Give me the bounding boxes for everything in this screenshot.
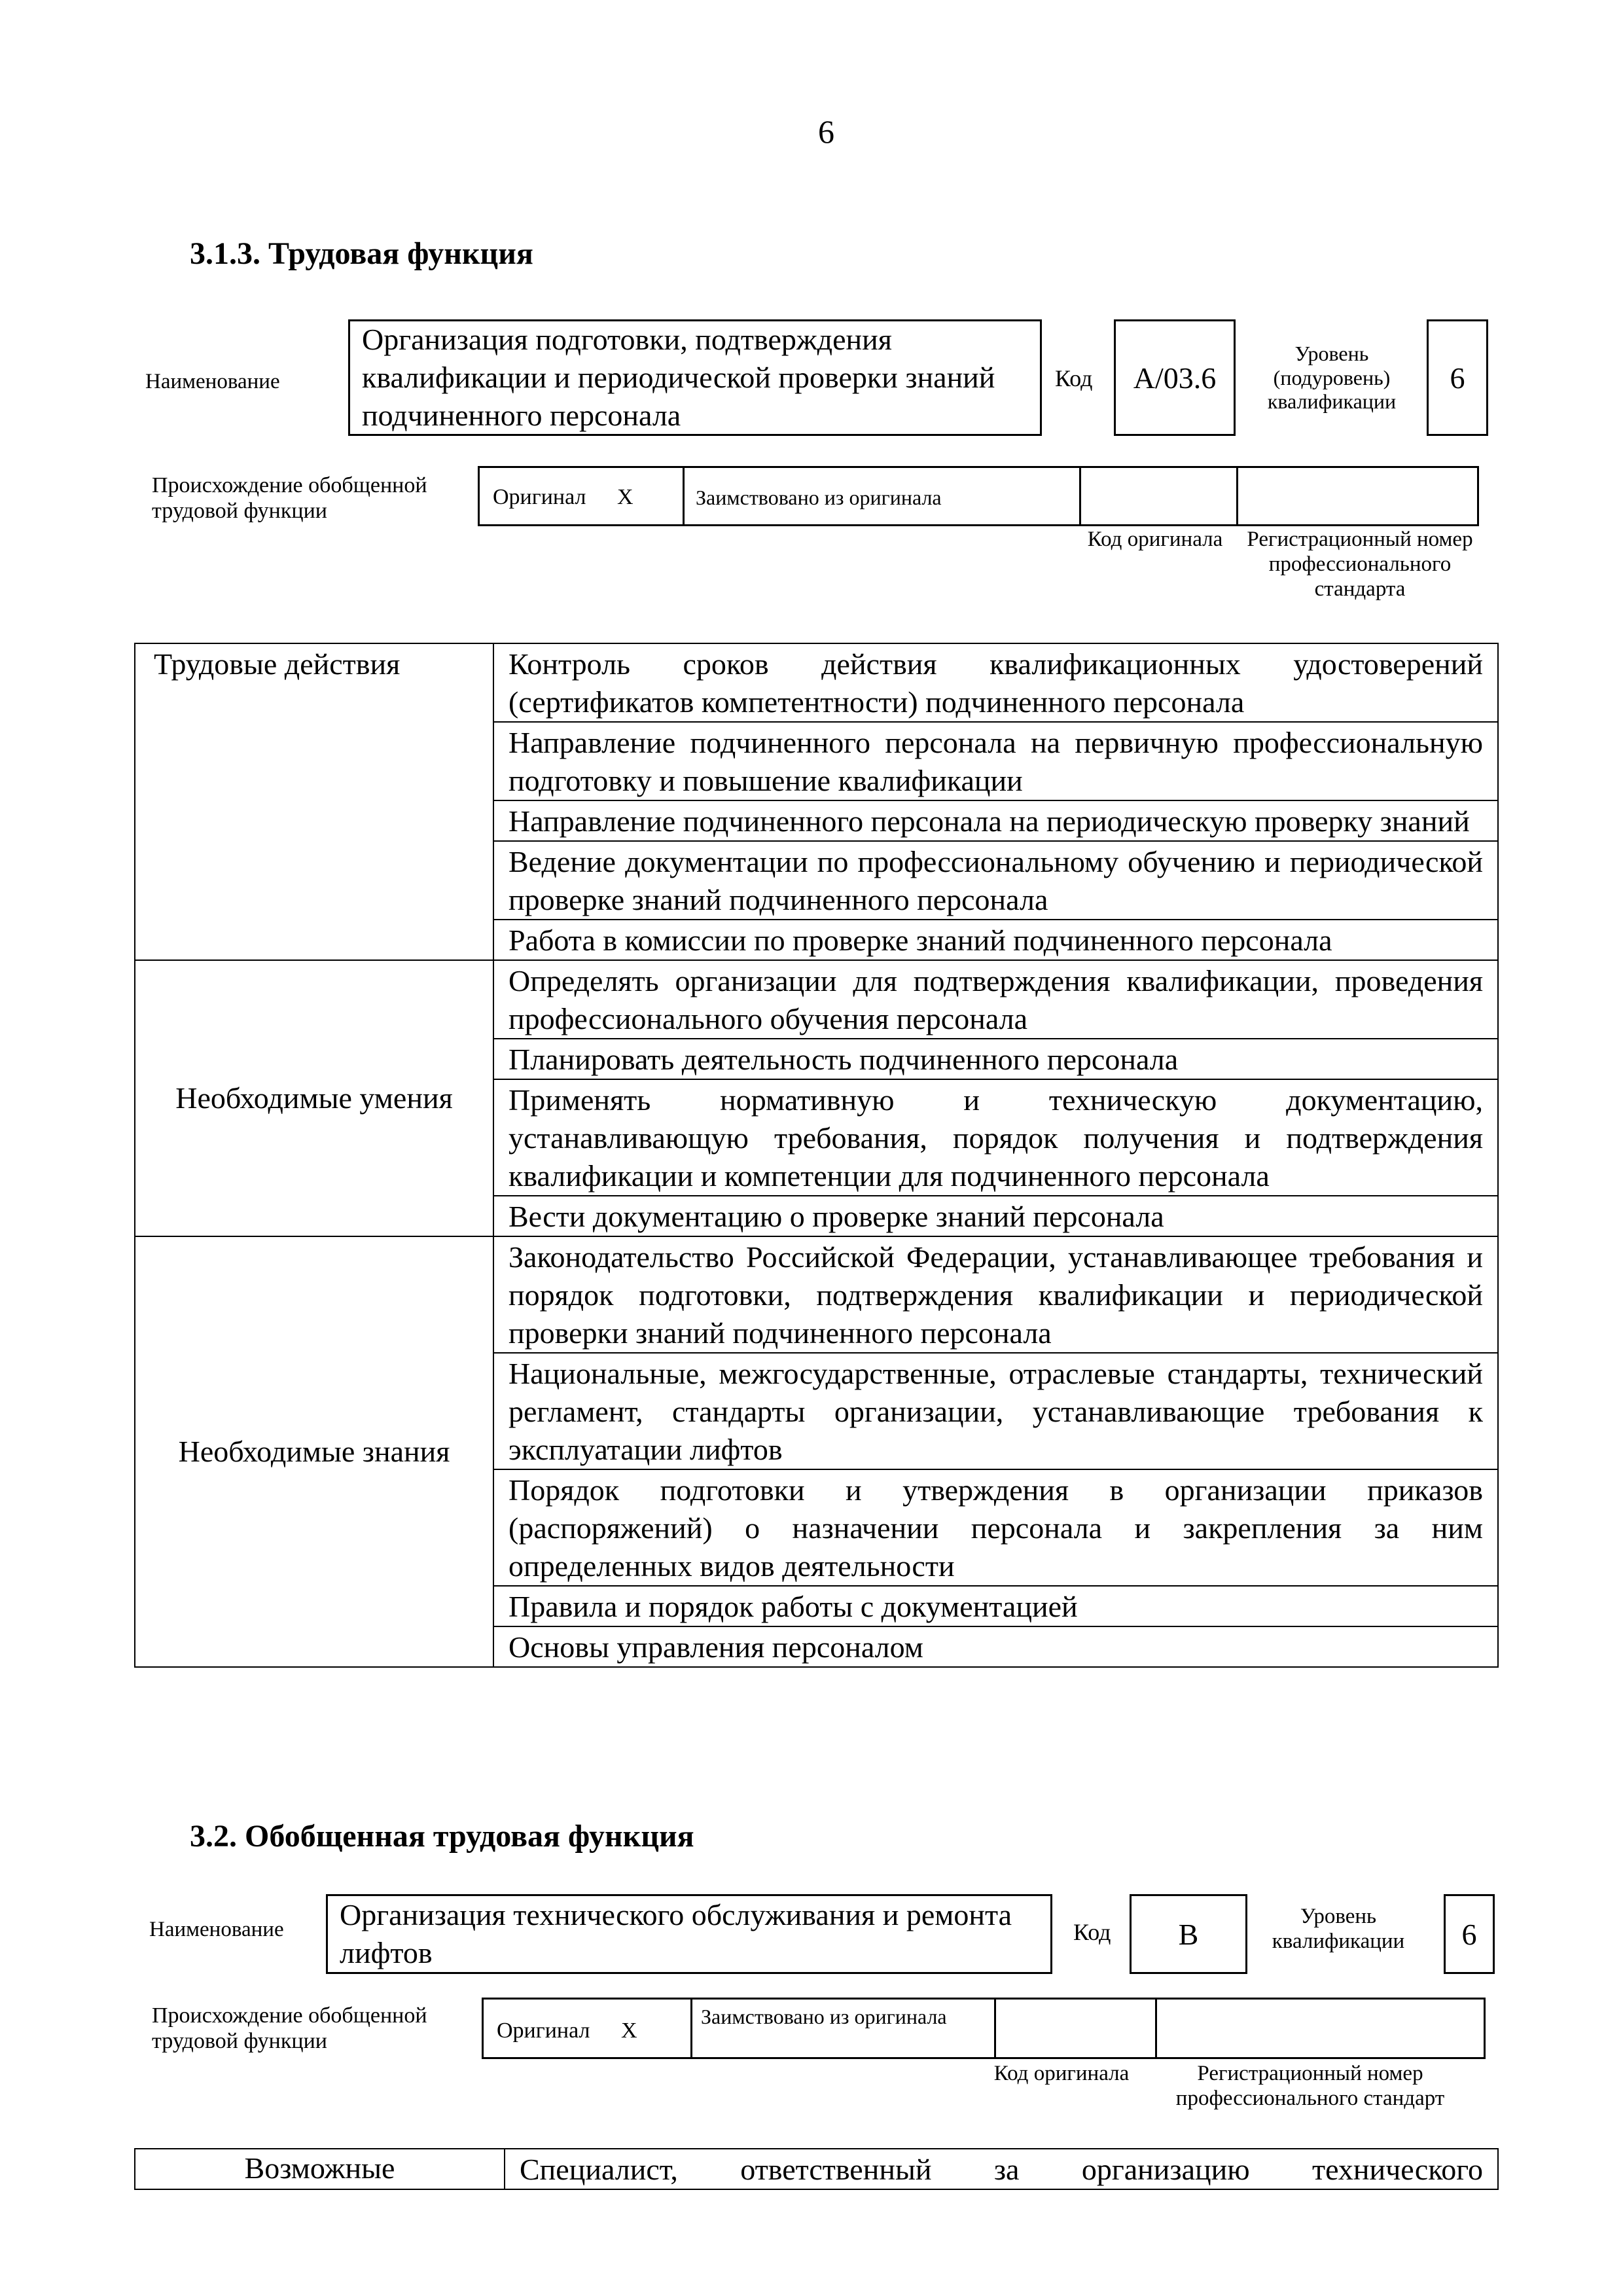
function-name-value: Организация подготовки, подтверждения квалификации и периодической проверки знаний подчиненного персонала (362, 323, 995, 432)
knowledge-item: Правила и порядок работы с документацией (493, 1586, 1498, 1626)
borrowed-label: Заимствовано из оригинала (696, 486, 942, 509)
name-label-32: Наименование (149, 1918, 284, 1941)
table-row (135, 1236, 1498, 1353)
knowledge-item: Законодательство Российской Федерации, устанавливающее требования и порядок подготовки, подтверждения квалификации и периодической проверки знаний подчиненного персонала (493, 1236, 1498, 1353)
original-mark: X (617, 485, 633, 509)
code-label-32: Код (1073, 1919, 1111, 1945)
function-name-value-32: Организация технического обслуживания и ремонта лифтов (340, 1898, 1012, 1969)
competency-table-32 (134, 2148, 1499, 2190)
skill-item: Определять организации для подтверждения квалификации, проведения профессионального обучения персонала (493, 960, 1498, 1039)
table-row (135, 2149, 1498, 2189)
skill-item: Планировать деятельность подчиненного персонала (493, 1039, 1498, 1079)
action-item: Направление подчиненного персонала на первичную профессиональную подготовку и повышение квалификации (493, 722, 1498, 800)
action-item: Направление подчиненного персонала на периодическую проверку знаний (493, 800, 1498, 841)
skills-heading: Необходимые умения (135, 960, 493, 1236)
table-row (135, 960, 1498, 1039)
table-row (135, 643, 1498, 722)
knowledge-item: Основы управления персоналом (493, 1626, 1498, 1667)
original-label-32: Оригинал (497, 2018, 590, 2043)
level-label: Уровень (подуровень) квалификации (1267, 341, 1397, 414)
original-mark-32: X (621, 2018, 637, 2043)
possible-heading: Возможные (135, 2149, 505, 2189)
origin-label: Происхождение обобщенной трудовой функции (152, 473, 427, 524)
code-label: Код (1055, 365, 1093, 391)
level-box-32 (1444, 1894, 1495, 1974)
code-value-32: B (1178, 1917, 1199, 1951)
reg-number-caption: Регистрационный номер профессионального стандарта (1247, 528, 1473, 601)
page-number: 6 (818, 113, 834, 150)
origin-row (478, 466, 1479, 526)
knowledge-item: Порядок подготовки и утверждения в организации приказов (распоряжений) о назначении персонала и закрепления за ним определенных видов деятельности (493, 1469, 1498, 1586)
reg-number-caption-32: Регистрационный номер профессионального стандарт (1175, 2062, 1445, 2110)
level-value-32: 6 (1461, 1917, 1477, 1951)
competency-table (134, 643, 1499, 1668)
code-original-caption-32: Код оригинала (993, 2062, 1130, 2085)
code-original-caption: Код оригинала (1087, 528, 1223, 551)
knowledge-item: Национальные, межгосударственные, отраслевые стандарты, технический регламент, стандарты организации, устанавливающие требования к эксплуатации лифтов (493, 1353, 1498, 1469)
origin-label-32: Происхождение обобщенной трудовой функции (152, 2003, 427, 2054)
action-item: Контроль сроков действия квалификационных удостоверений (сертификатов компетентности) подчиненного персонала (493, 643, 1498, 722)
origin-row-32 (482, 1998, 1486, 2059)
code-box-32 (1130, 1894, 1247, 1974)
actions-heading: Трудовые действия (135, 643, 493, 960)
borrowed-label-32: Заимствовано из оригинала (701, 2005, 947, 2028)
action-item: Ведение документации по профессиональному обучению и периодической проверке знаний подчиненного персонала (493, 841, 1498, 920)
section-heading-32: 3.2. Обобщенная трудовая функция (190, 1819, 694, 1854)
skill-item: Вести документацию о проверке знаний персонала (493, 1196, 1498, 1236)
code-box (1114, 319, 1236, 436)
action-item: Работа в комиссии по проверке знаний подчиненного персонала (493, 920, 1498, 960)
function-name-box (348, 319, 1042, 436)
level-value: 6 (1450, 361, 1465, 395)
code-value: A/03.6 (1133, 361, 1217, 395)
knowledge-heading: Необходимые знания (135, 1236, 493, 1667)
original-label: Оригинал (493, 485, 586, 509)
name-label: Наименование (145, 370, 280, 393)
level-label-32: Уровень квалификации (1272, 1905, 1405, 1953)
possible-item: Специалист, ответственный за организацию технического (505, 2149, 1498, 2189)
level-box (1427, 319, 1488, 436)
skill-item: Применять нормативную и техническую документацию, устанавливающую требования, порядок получения и подтверждения квалификации и компетенции для подчиненного персонала (493, 1079, 1498, 1196)
function-name-box-32 (326, 1894, 1052, 1974)
section-heading-313: 3.1.3. Трудовая функция (190, 236, 533, 271)
